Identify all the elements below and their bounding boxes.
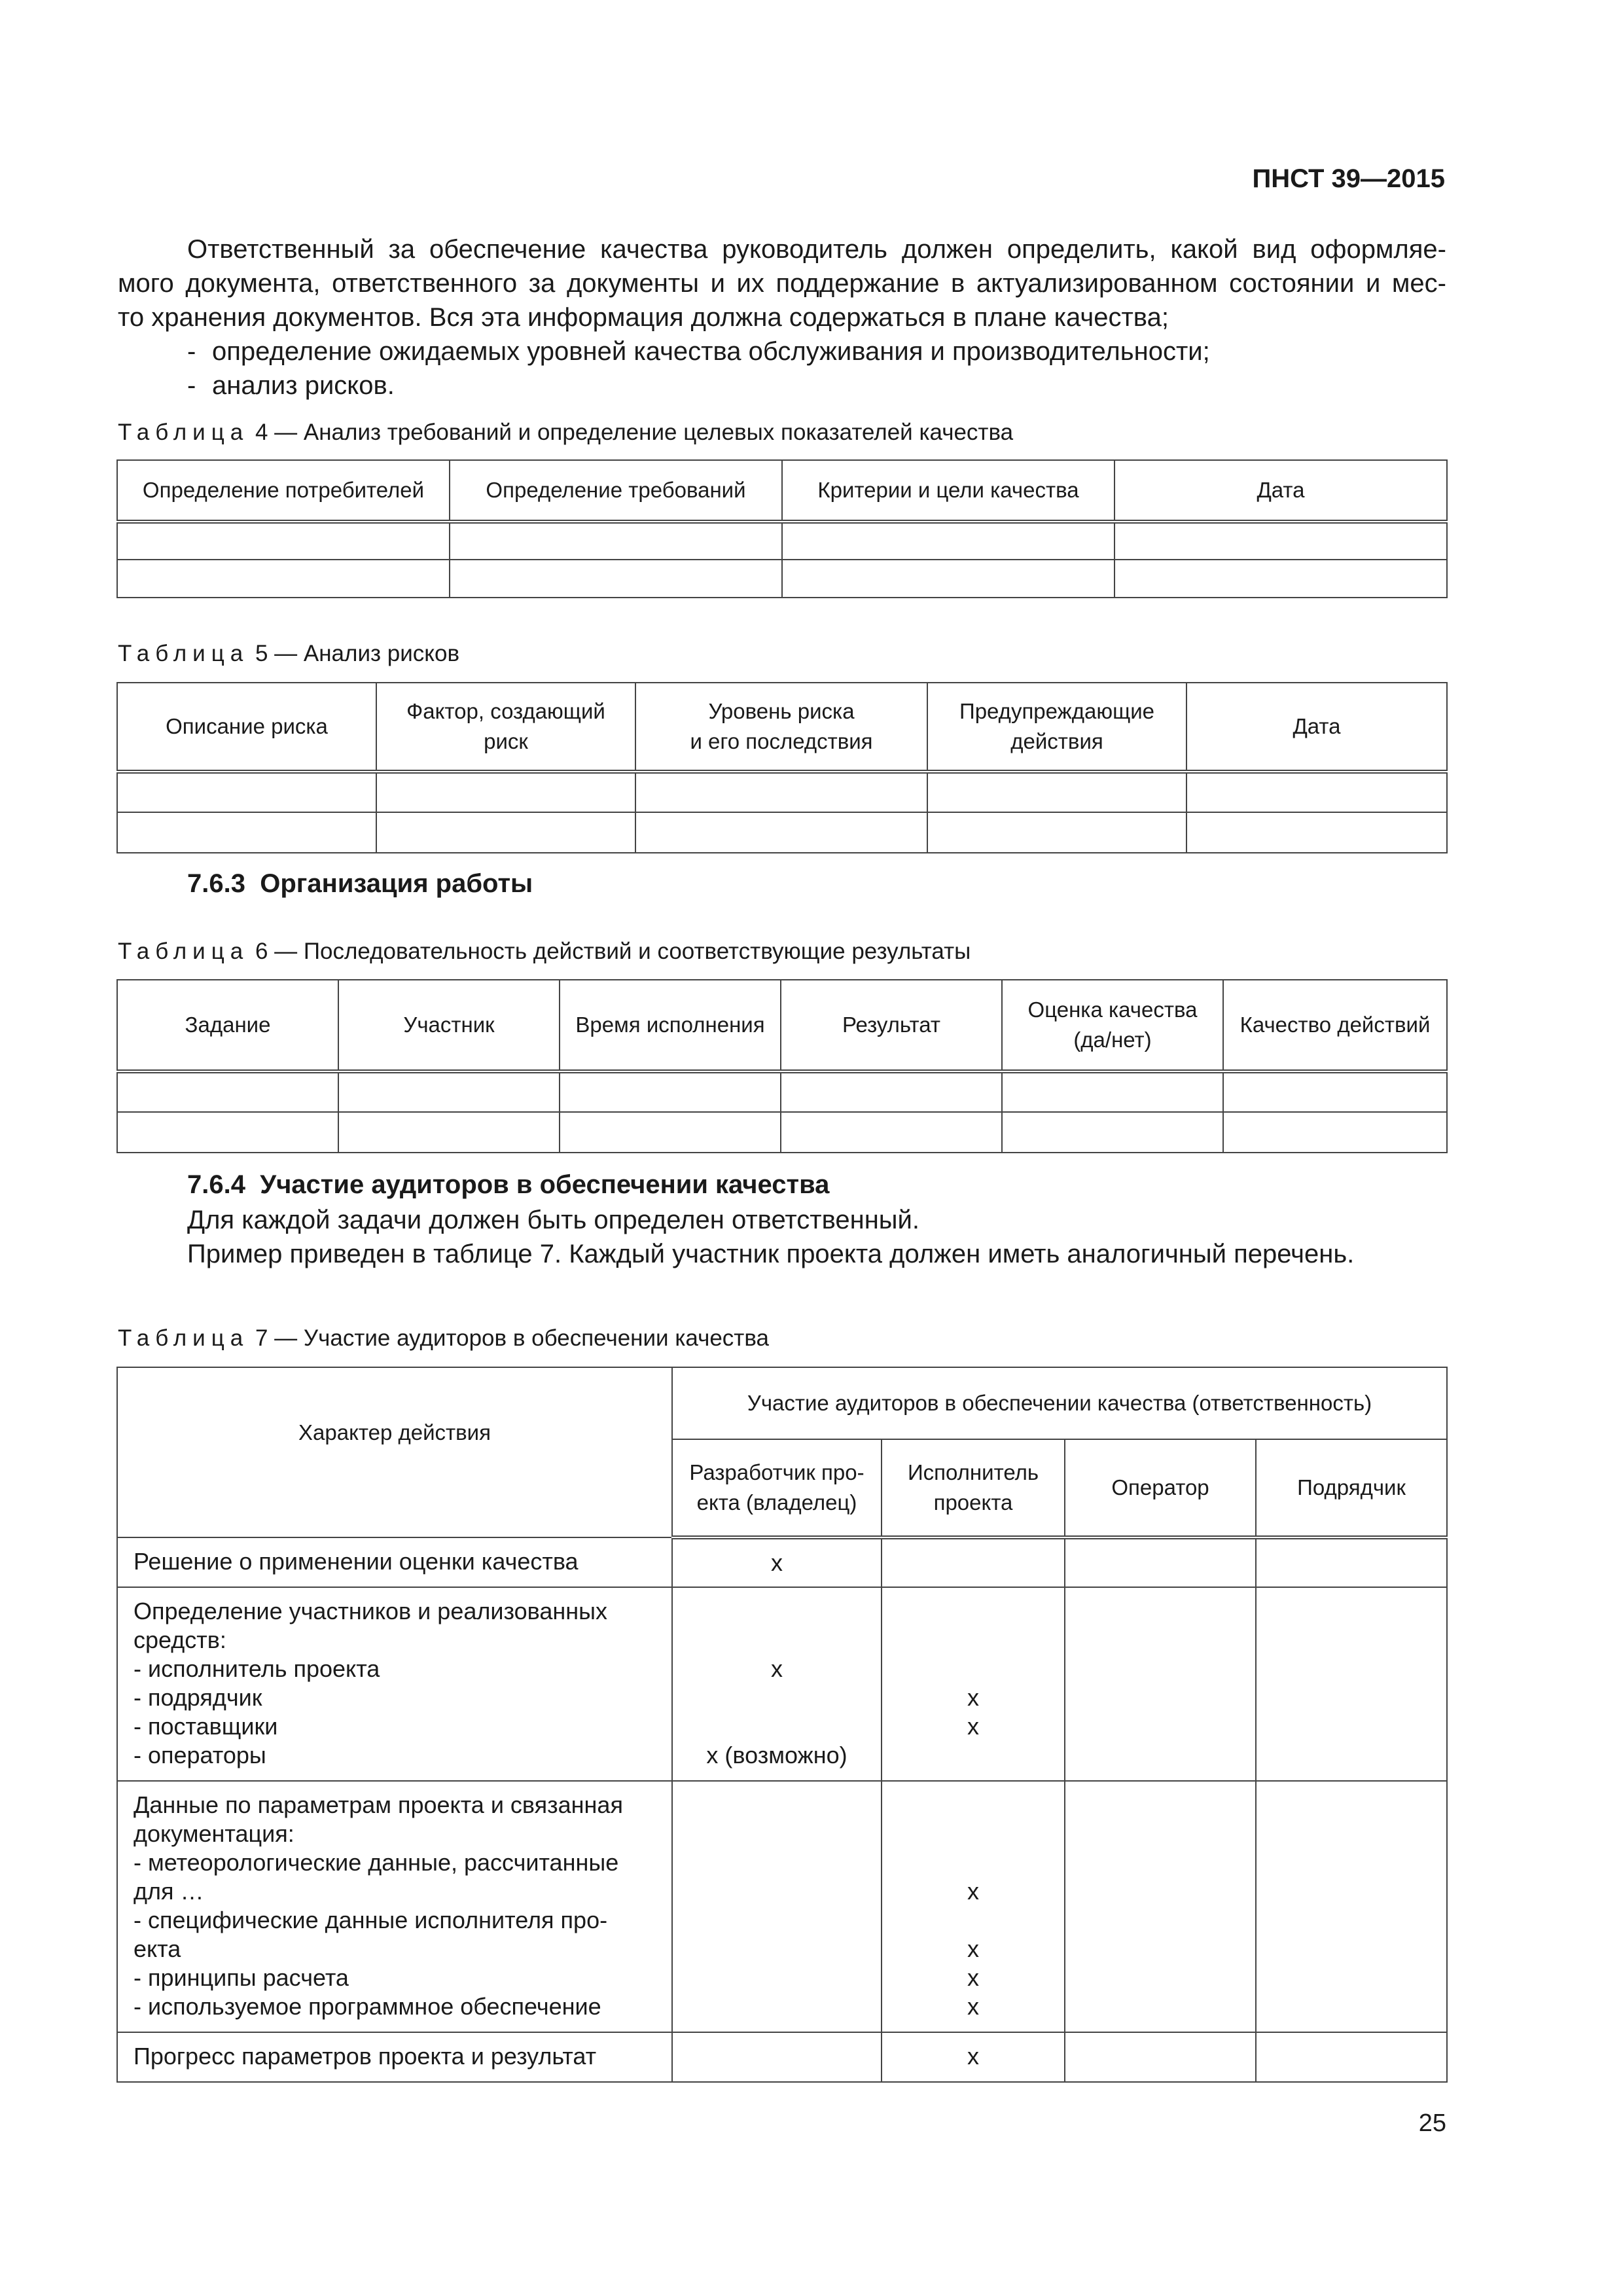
table6-header-cell: Участник [338, 980, 560, 1071]
table6-caption-text: 6 — Последовательность действий и соответствующие результаты [255, 939, 971, 964]
table6-header-cell: Время исполнения [560, 980, 781, 1071]
table7-sub-header: Подрядчик [1256, 1439, 1447, 1537]
document-id: ПНСТ 39—2015 [1252, 164, 1445, 193]
table4 [116, 459, 1448, 598]
table6-caption-word: Таблица [118, 939, 249, 964]
table5 [116, 682, 1448, 853]
table7-mark: x [672, 1537, 882, 1587]
table7-col0-header: Характер действия [117, 1367, 672, 1537]
table-row [117, 1587, 1447, 1781]
table4-header-cell: Определение потребителей [117, 460, 450, 522]
table5-header-cell: Предупреждающие действия [927, 683, 1186, 772]
table4-caption [118, 419, 1013, 446]
intro-line-2: мого документа, ответственного за документы и их поддержание в актуализированном состоянии и мес- [118, 269, 1446, 298]
table6-header-cell: Качество действий [1223, 980, 1447, 1071]
table5-caption-word: Таблица [118, 641, 249, 666]
section-title: Участие аудиторов в обеспечении качества [260, 1170, 830, 1199]
table-row [117, 560, 1447, 598]
intro-line-3: то хранения документов. Вся эта информация должна содержаться в плане качества; [118, 303, 1169, 332]
table7-mark-column: x x (возможно) [672, 1587, 882, 1781]
table4-header-cell: Дата [1115, 460, 1447, 522]
table7-mark: x [882, 2032, 1065, 2082]
table6 [116, 979, 1448, 1153]
table7-row-label: Данные по параметрам проекта и связанная документация: - метеорологические данные, рассчитанные для … - специфические данные исполнителя про- екта - принципы расчета - используемое программное обеспечение [117, 1781, 672, 2032]
table7-mark-column: x x [882, 1587, 1065, 1781]
table-row [117, 522, 1447, 560]
table6-header-cell: Оценка качества (да/нет) [1002, 980, 1223, 1071]
section-number: 7.6.3 [187, 869, 245, 898]
intro-line-1: Ответственный за обеспечение качества руководитель должен определить, какой вид оформляе- [187, 235, 1446, 264]
table5-caption-text: 5 — Анализ рисков [255, 641, 460, 666]
table5-header-cell: Фактор, создающий риск [376, 683, 635, 772]
table4-header-cell: Определение требований [450, 460, 782, 522]
table-row [117, 812, 1447, 853]
table4-caption-text: 4 — Анализ требований и определение целевых показателей качества [255, 420, 1014, 445]
bullet-item: - анализ рисков. [187, 371, 395, 400]
section-7-6-4-heading [187, 1169, 829, 1200]
table-row [117, 772, 1447, 812]
section-7-6-3-heading [187, 868, 533, 899]
section-title: Организация работы [260, 869, 533, 898]
table4-header-cell: Критерии и цели качества [782, 460, 1115, 522]
table7-row-label: Решение о применении оценки качества [117, 1537, 672, 1587]
table5-header-cell: Дата [1186, 683, 1447, 772]
page-number: 25 [1418, 2109, 1446, 2137]
table-row [117, 1537, 1447, 1587]
table-row [117, 2032, 1447, 2082]
table-row [117, 1071, 1447, 1112]
table7 [116, 1367, 1448, 2083]
table5-header-cell: Описание риска [117, 683, 376, 772]
table7-sub-header: Оператор [1065, 1439, 1256, 1537]
table5-caption [118, 640, 459, 668]
table7-row-label: Прогресс параметров проекта и результат [117, 2032, 672, 2082]
table7-group-header: Участие аудиторов в обеспечении качества (ответственность) [672, 1367, 1447, 1439]
table6-caption [118, 938, 971, 965]
table-row [117, 1781, 1447, 2032]
table4-caption-word: Таблица [118, 420, 249, 445]
table7-caption-word: Таблица [118, 1325, 249, 1351]
bullet-item: - определение ожидаемых уровней качества обслуживания и производительности; [187, 337, 1210, 366]
table6-header-cell: Результат [781, 980, 1002, 1071]
section-number: 7.6.4 [187, 1170, 245, 1199]
table7-caption [118, 1325, 769, 1352]
table-row [117, 1112, 1447, 1153]
table7-sub-header: Разработчик про- екта (владелец) [672, 1439, 882, 1537]
section-7-6-4-line-2: Пример приведен в таблице 7. Каждый участник проекта должен иметь аналогичный перечень. [187, 1240, 1355, 1268]
table7-caption-text: 7 — Участие аудиторов в обеспечении качества [255, 1325, 770, 1351]
table7-sub-header: Исполнитель проекта [882, 1439, 1065, 1537]
table7-mark-column: x x x x [882, 1781, 1065, 2032]
section-7-6-4-line-1: Для каждой задачи должен быть определен ответственный. [187, 1206, 920, 1234]
table6-header-cell: Задание [117, 980, 338, 1071]
table5-header-cell: Уровень риска и его последствия [635, 683, 927, 772]
table7-row-label: Определение участников и реализованных средств: - исполнитель проекта - подрядчик - поставщики - операторы [117, 1587, 672, 1781]
intro-paragraph [118, 232, 1446, 403]
